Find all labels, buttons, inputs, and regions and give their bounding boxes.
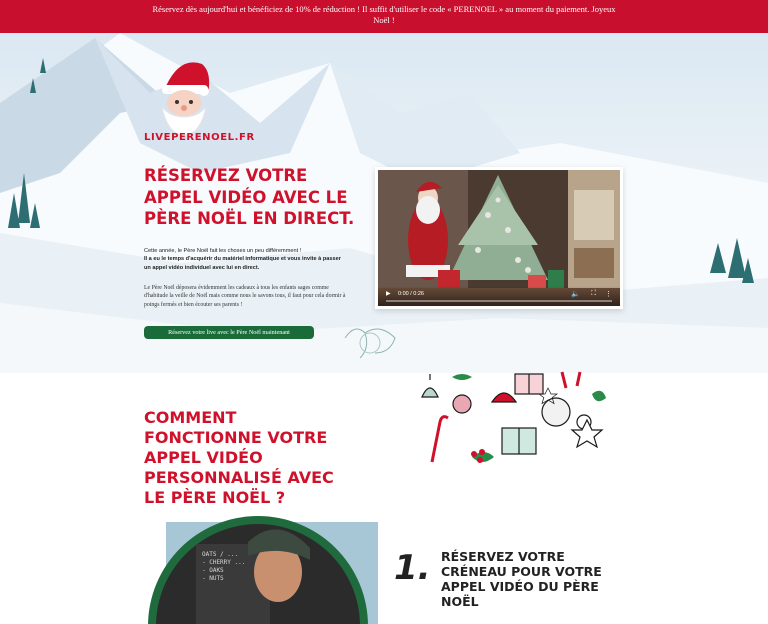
step-number: 1. xyxy=(394,548,431,588)
video-time: 0:00 / 0:26 xyxy=(398,291,424,297)
intro-text xyxy=(144,247,349,272)
promo-text: Réservez dès aujourd'hui et bénéficiez de 10% de réduction ! Il suffit d'utiliser le code « PERENOEL » au moment du paiement. Joyeux Noël ! xyxy=(152,4,616,25)
play-icon[interactable]: ▶ xyxy=(386,291,391,297)
promo-bar xyxy=(0,0,768,33)
christmas-ornaments-illustration xyxy=(412,372,652,472)
fullscreen-icon[interactable]: ⛶ xyxy=(591,290,596,297)
video-controls xyxy=(378,286,620,306)
video-player[interactable] xyxy=(375,167,623,309)
book-live-button[interactable]: Réservez votre live avec le Père Noël maintenant xyxy=(144,326,314,339)
volume-icon[interactable]: 🔈 xyxy=(571,291,580,298)
svg-text:- OAKS: - OAKS xyxy=(202,567,224,574)
video-progress-bar[interactable] xyxy=(386,300,612,302)
hero-title: RÉSERVEZ VOTRE APPEL VIDÉO AVEC LE PÈRE NOËL EN DIRECT. xyxy=(144,166,355,228)
intro-line-1: Cette année, le Père Noël fait les choses un peu différemment ! xyxy=(144,248,302,254)
how-it-works-title: COMMENT FONCTIONNE VOTRE APPEL VIDÉO PERSONNALISÉ AVEC LE PÈRE NOËL ? xyxy=(144,408,334,507)
intro-line-2: Il a eu le temps d'acquérir du matériel informatique et vous invite à passer un appel vidéo individuel avec lui en direct. xyxy=(144,256,341,271)
more-options-icon[interactable]: ⋮ xyxy=(605,291,612,298)
svg-text:OATS / ...: OATS / ... xyxy=(202,551,239,558)
svg-text:- NUTS: - NUTS xyxy=(202,575,224,582)
details-text: Le Père Noël déposera évidemment les cadeaux à tous les enfants sages comme d'habitude la veille de Noël mais comme nous le savons tous, il faut pour cela dormir à poings fermés et bien écouter ses parents ! xyxy=(144,285,346,308)
santa-photo xyxy=(148,514,368,624)
hero-section xyxy=(0,33,768,373)
brand-logo-text[interactable]: LIVEPERENOEL.FR xyxy=(144,132,255,143)
step-title: RÉSERVEZ VOTRE CRÉNEAU POUR VOTRE APPEL VIDÉO DU PÈRE NOËL xyxy=(441,549,602,609)
video-frame[interactable] xyxy=(378,170,620,306)
svg-text:- CHERRY ...: - CHERRY ... xyxy=(202,559,246,566)
